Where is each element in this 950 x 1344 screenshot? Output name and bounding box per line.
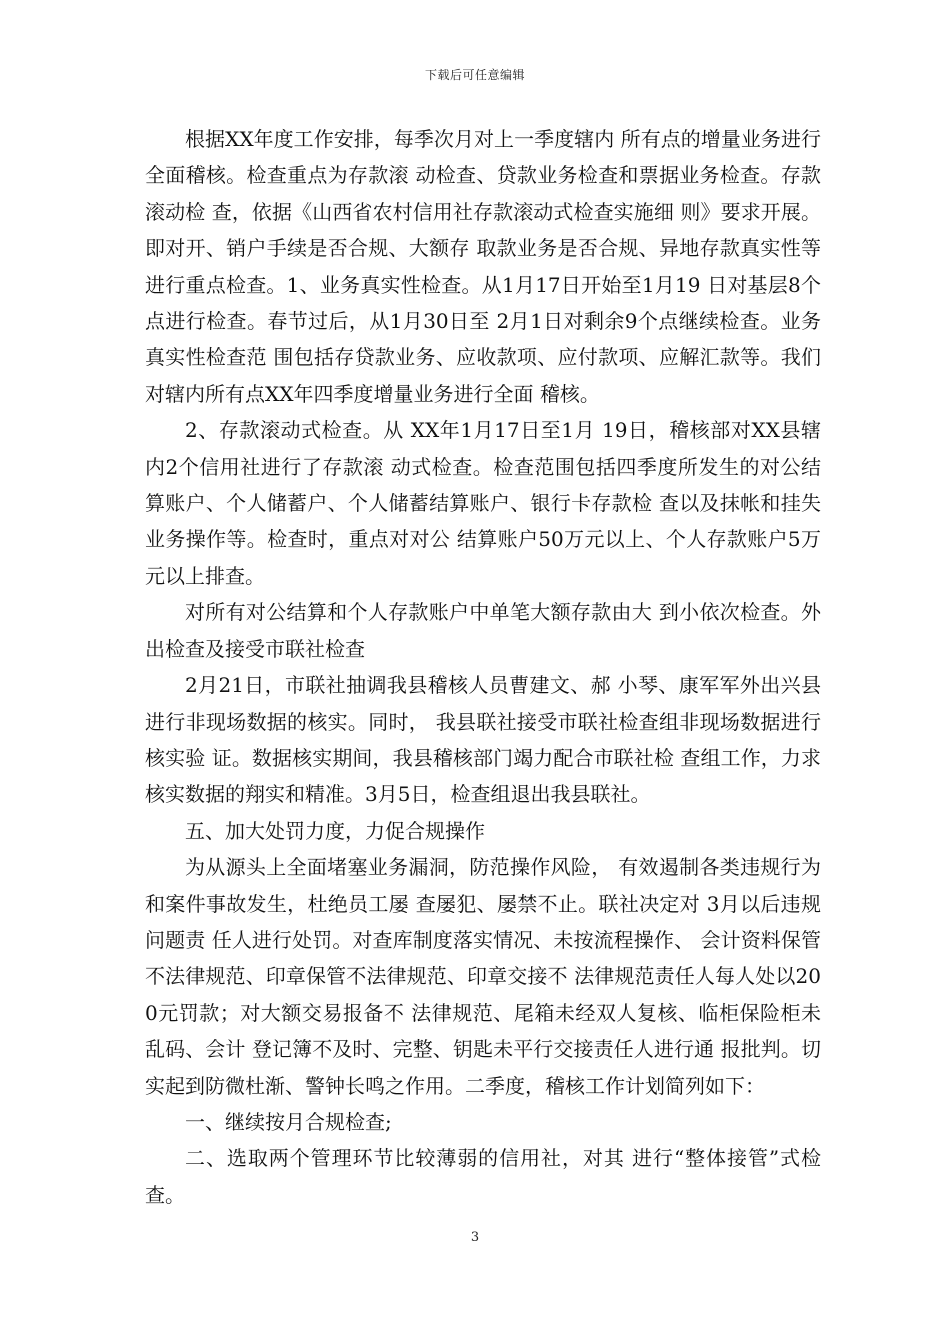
paragraph-penalties: 为从源头上全面堵塞业务漏洞，防范操作风险， 有效遏制各类违规行为和案件事故发生，杜绝员工屡 查屡犯、屡禁不止。联社决定对 3月以后违规问题责 任人进行处罚。对查库制度落实情况、未按流程操作、 会计资料保管不法律规范、印章保管不法律规范、印章交接不 法律规范责任人每人处以200元罚款；对大额交易报备不 法律规范、尾箱未经双人复核、临柜保险柜未乱码、会计 登记簿不及时、完整、钥匙未平行交接责任人进行通 报批判。切实起到防微杜渐、警钟长鸣之作用。二季度，稽核工作计划简列如下： [145,855,821,1098]
paragraph-large-deposit-check: 对所有对公结算和个人存款账户中单笔大额存款由大 到小依次检查。外出检查及接受市联社检查 [145,600,821,661]
section-heading-penalties: 五、加大处罚力度，力促合规操作 [185,818,485,843]
paragraph-deposit-rolling-check: 2、存款滚动式检查。从 XX年1月17日至1月 19日，稽核部对XX县辖内2个信用社进行了存款滚 动式检查。检查范围包括四季度所发生的对公结算账户、个人储蓄户、个人储蓄结算账户、银行卡存款检 查以及抹帐和挂失业务操作等。检查时，重点对对公 结算账户50万元以上、个人存款账户5万元以上排查。 [145,418,821,588]
document-body [145,121,821,1213]
paragraph-city-union-check: 2月21日，市联社抽调我县稽核人员曹建文、郝 小琴、康军军外出兴县进行非现场数据的核实。同时， 我县联社接受市联社检查组非现场数据进行核实验 证。数据核实期间，我县稽核部门竭力配合市联社检 查组工作，力求核实数据的翔实和精准。3月5日，检查组退出我县联社。 [145,673,821,807]
plan-item-2: 二、选取两个管理环节比较薄弱的信用社，对其 进行“整体接管”式检查。 [145,1146,821,1207]
page-number: 3 [470,1230,480,1245]
page-header: 下载后可任意编辑 [424,68,525,82]
plan-item-1: 一、继续按月合规检查; [185,1109,392,1134]
paragraph-audit-plan: 根据XX年度工作安排，每季次月对上一季度辖内 所有点的增量业务进行全面稽核。检查重点为存款滚 动检查、贷款业务检查和票据业务检查。存款滚动检 查，依据《山西省农村信用社存款滚动式检查实施细 则》要求开展。即对开、销户手续是否合规、大额存 取款业务是否合规、异地存款真实性等进行重点检查。1、业务真实性检查。从1月17日开始至1月19 日对基层8个点进行检查。春节过后，从1月30日至 2月1日对剩余9个点继续检查。业务真实性检查范 围包括存贷款业务、应收款项、应付款项、应解汇款等。我们对辖内所有点XX年四季度增量业务进行全面 稽核。 [145,127,821,406]
